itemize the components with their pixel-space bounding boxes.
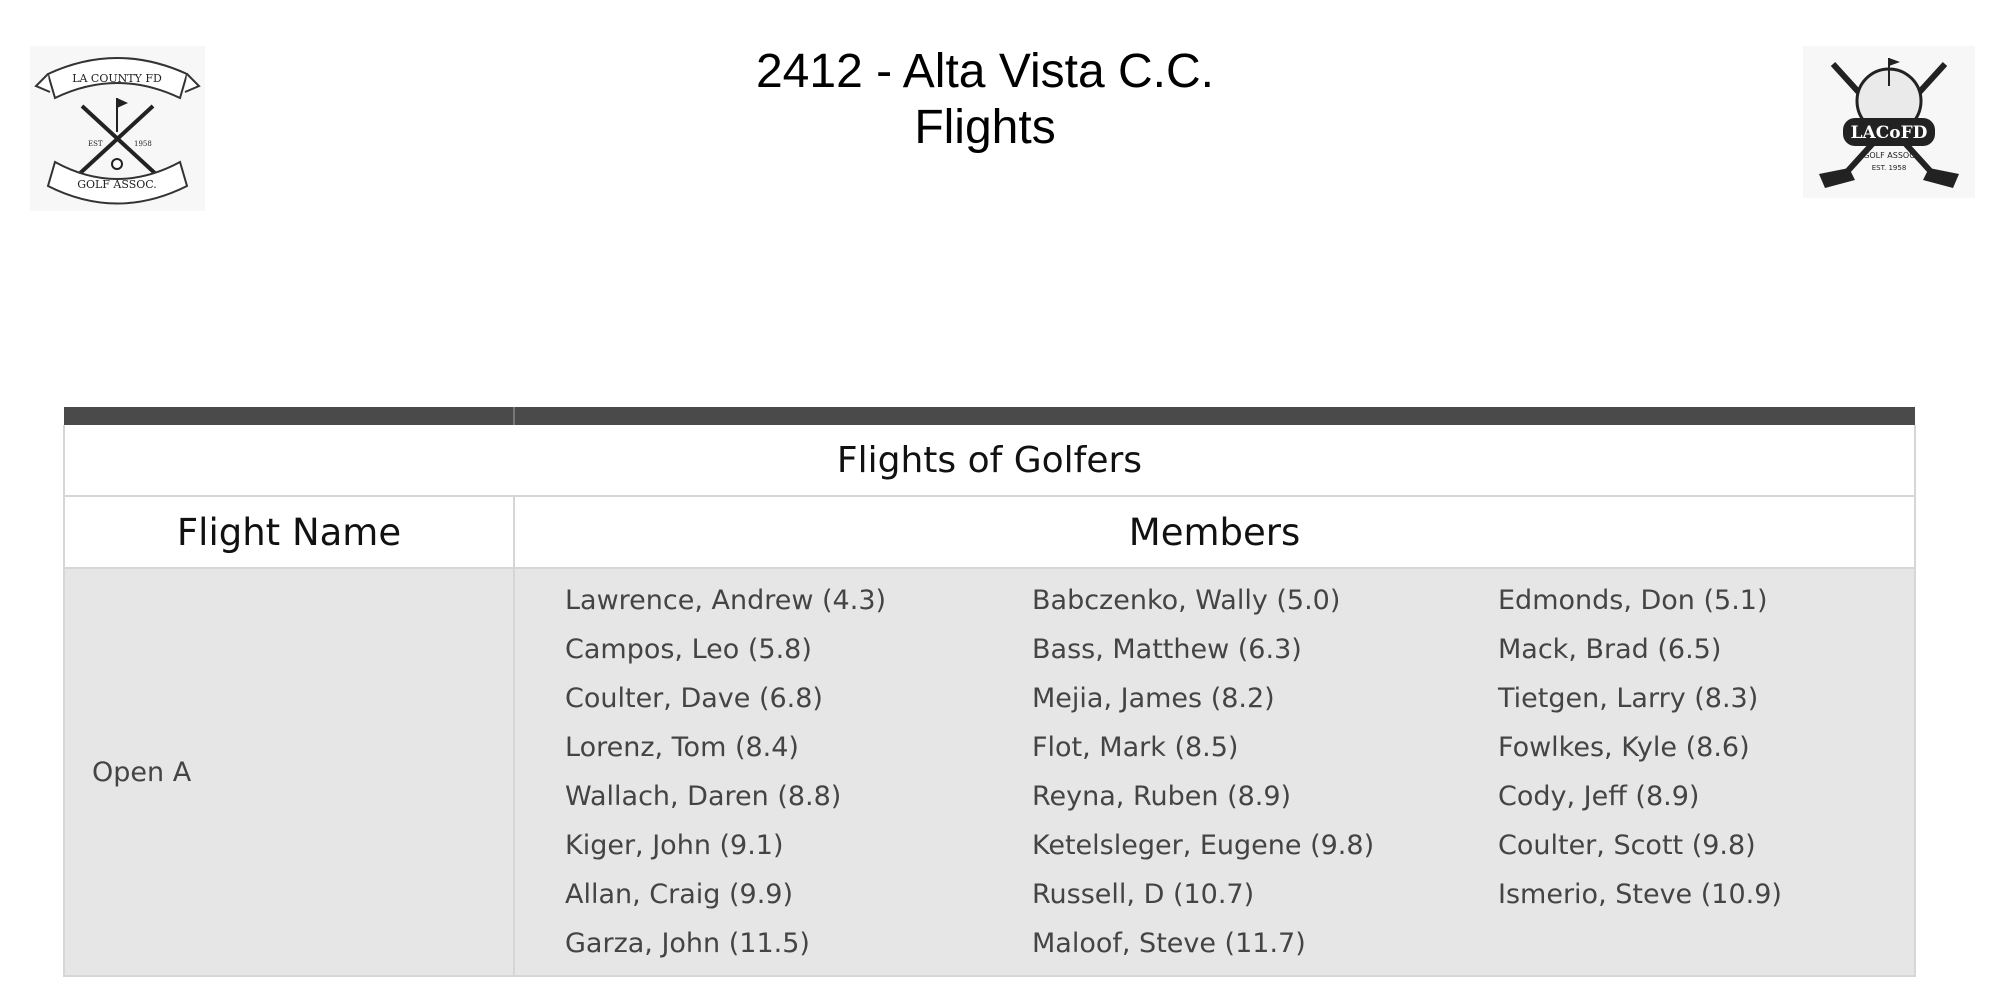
page-title [550, 44, 1420, 156]
table-caption-row [64, 425, 1915, 496]
member-entry: Russell, D (10.7) [1032, 879, 1255, 910]
member-entry: Wallach, Daren (8.8) [565, 781, 842, 812]
member-entry: Garza, John (11.5) [565, 928, 810, 959]
member-entry: Coulter, Dave (6.8) [565, 683, 823, 714]
la-county-fd-golf-assoc-logo [30, 46, 205, 211]
svg-text:1958: 1958 [134, 140, 152, 148]
member-entry: Maloof, Steve (11.7) [1032, 928, 1306, 959]
member-entry: Mack, Brad (6.5) [1498, 634, 1722, 665]
flight-name-cell: Open A [64, 568, 514, 976]
member-entry: Flot, Mark (8.5) [1032, 732, 1239, 763]
member-entry: Lorenz, Tom (8.4) [565, 732, 799, 763]
page-title-line-2: Flights [914, 101, 1056, 154]
table-row [64, 568, 1915, 976]
table-top-bar [64, 407, 1915, 425]
members-grid [515, 569, 1914, 975]
column-header-flight-name: Flight Name [64, 496, 514, 568]
member-entry: Coulter, Scott (9.8) [1498, 830, 1756, 861]
member-entry: Babczenko, Wally (5.0) [1032, 585, 1341, 616]
svg-text:GOLF ASSOC.: GOLF ASSOC. [77, 178, 157, 191]
crossed-clubs-icon [30, 46, 205, 211]
svg-text:LA COUNTY FD: LA COUNTY FD [72, 72, 162, 85]
svg-text:LACoFD: LACoFD [1850, 123, 1928, 143]
member-entry: Kiger, John (9.1) [565, 830, 784, 861]
svg-text:EST: EST [88, 140, 103, 148]
member-entry: Edmonds, Don (5.1) [1498, 585, 1768, 616]
member-entry: Reyna, Ruben (8.9) [1032, 781, 1292, 812]
page-title-line-1: 2412 - Alta Vista C.C. [755, 45, 1214, 98]
member-entry: Fowlkes, Kyle (8.6) [1498, 732, 1750, 763]
svg-text:GOLF ASSOC: GOLF ASSOC [1863, 151, 1915, 160]
member-entry: Allan, Craig (9.9) [565, 879, 794, 910]
member-entry: Tietgen, Larry (8.3) [1498, 683, 1759, 714]
member-entry: Ismerio, Steve (10.9) [1498, 879, 1782, 910]
member-entry: Ketelsleger, Eugene (9.8) [1032, 830, 1375, 861]
member-entry: Lawrence, Andrew (4.3) [565, 585, 887, 616]
golf-ball-crossed-clubs-icon [1803, 46, 1975, 198]
svg-text:EST. 1958: EST. 1958 [1871, 164, 1907, 172]
table-caption: Flights of Golfers [64, 425, 1915, 496]
members-cell [514, 568, 1915, 976]
member-entry: Mejia, James (8.2) [1032, 683, 1275, 714]
table-header-row [64, 496, 1915, 568]
member-entry: Bass, Matthew (6.3) [1032, 634, 1302, 665]
member-entry: Campos, Leo (5.8) [565, 634, 812, 665]
flights-table [63, 407, 1916, 977]
column-header-members: Members [514, 496, 1915, 568]
member-entry: Cody, Jeff (8.9) [1498, 781, 1700, 812]
lacofd-golf-assoc-logo [1803, 46, 1975, 198]
